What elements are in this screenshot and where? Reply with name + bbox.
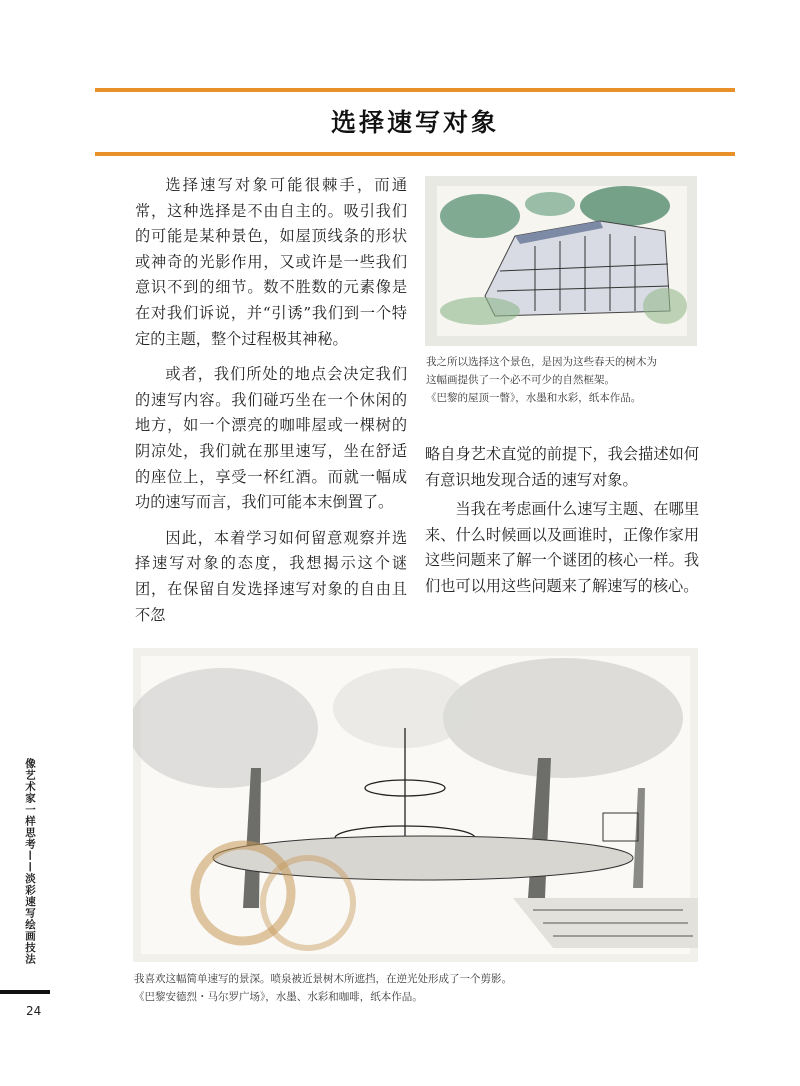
bottom-image-caption bbox=[134, 970, 734, 1006]
left-text-column bbox=[135, 173, 407, 638]
caption-line: 《巴黎安德烈・马尔罗广场》，水墨、水彩和咖啡，纸本作品。 bbox=[134, 991, 423, 1003]
paragraph-4: 当我在考虑画什么速写主题、在哪里来、什么时候画以及画谁时，正像作家用这些问题来了解一个谜团的核心一样。我们也可以用这些问题来了解速写的核心。 bbox=[425, 500, 699, 595]
caption-line: 这幅画提供了一个必不可少的自然框架。 bbox=[426, 374, 615, 386]
caption-line: 《巴黎的屋顶一瞥》，水墨和水彩，纸本作品。 bbox=[426, 392, 642, 404]
book-title-side-label: 像艺术家一样思考——淡彩速写绘画技法 bbox=[24, 758, 36, 965]
paragraph-3: 因此，本着学习如何留意观察并选择速写对象的态度，我想揭示这个谜团，在保留自发选择速写对象的自由且不忽 bbox=[135, 528, 407, 624]
right-text-column bbox=[425, 442, 699, 610]
fountain-square-sketch-drawing bbox=[133, 648, 698, 962]
fountain-square-sketch-image bbox=[133, 648, 698, 962]
page-number: 24 bbox=[26, 1004, 42, 1018]
paragraph-2: 或者，我们所处的地点会决定我们的速写内容。我们碰巧坐在一个休闲的地方，如一个漂亮的咖啡屋或一棵树的阴凉处，我们就在那里速写，坐在舒适的座位上，享受一杯红酒。而就一幅成功的速写而言，我们可能本末倒置了。 bbox=[135, 365, 407, 512]
side-bar-divider bbox=[0, 990, 50, 994]
paragraph-1: 选择速写对象可能很棘手，而通常，这种选择是不由自主的。吸引我们的可能是某种景色，如屋顶线条的形状或神奇的光影作用，又或许是一些我们意识不到的细节。数不胜数的元素像是在对我们诉说，并“引诱”我们到一个特定的主题，整个过程极其神秘。 bbox=[135, 176, 407, 348]
paragraph-3-continued: 略自身艺术直觉的前提下，我会描述如何有意识地发现合适的速写对象。 bbox=[425, 445, 699, 489]
page-title: 选择速写对象 bbox=[330, 108, 499, 137]
rooftops-sketch-drawing bbox=[425, 176, 697, 346]
rooftops-sketch-image bbox=[425, 176, 697, 346]
title-rule-bottom bbox=[95, 152, 735, 156]
title-rule-top bbox=[95, 88, 735, 92]
caption-line: 我之所以选择这个景色，是因为这些春天的树木为 bbox=[426, 356, 657, 368]
top-image-caption bbox=[426, 353, 726, 407]
caption-line: 我喜欢这幅简单速写的景深。喷泉被近景树木所遮挡，在逆光处形成了一个剪影。 bbox=[134, 973, 512, 985]
